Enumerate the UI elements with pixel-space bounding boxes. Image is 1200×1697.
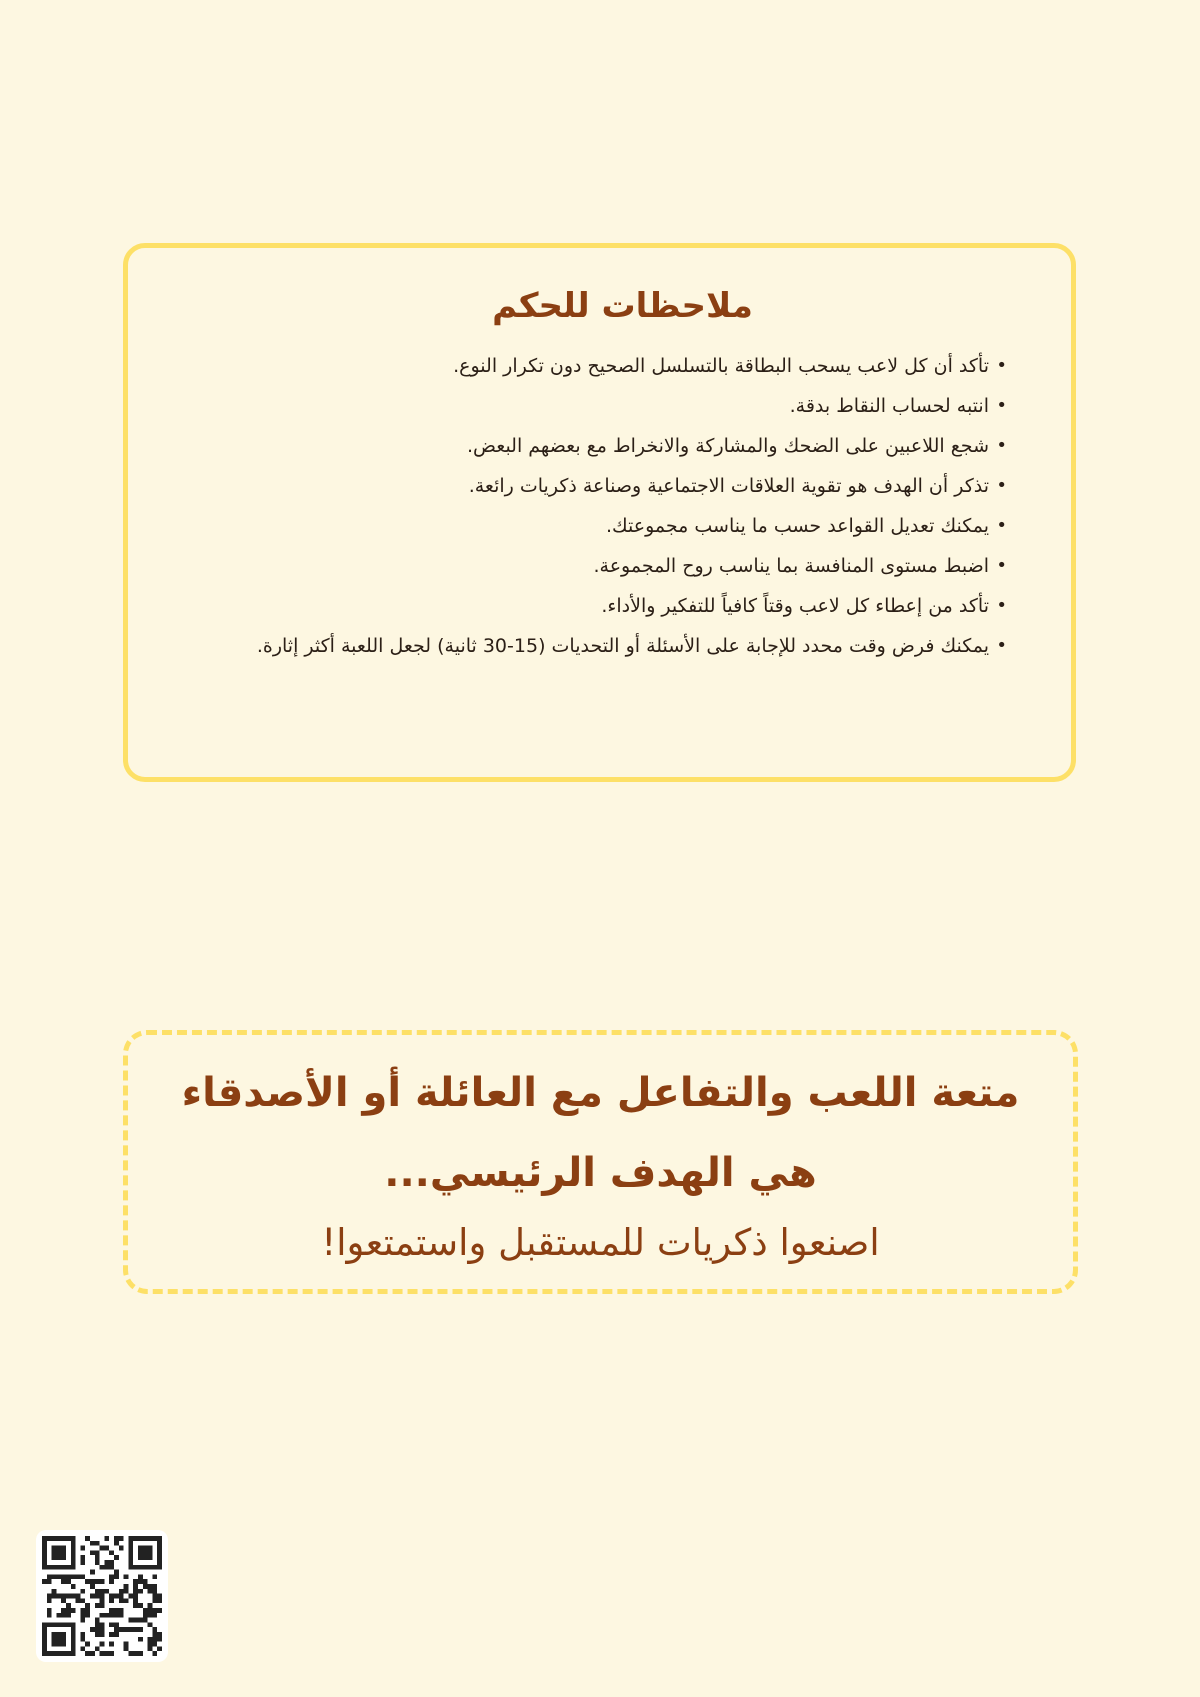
- note-item: • يمكنك فرض وقت محدد للإجابة على الأسئلة أو التحديات (15-30 ثانية) لجعل اللعبة أكثر إثارة.: [198, 626, 1007, 666]
- referee-notes-box: [123, 243, 1076, 782]
- note-item: • يمكنك تعديل القواعد حسب ما يناسب مجموعتك.: [198, 506, 1007, 546]
- note-item: • تذكر أن الهدف هو تقوية العلاقات الاجتماعية وصناعة ذكريات رائعة.: [198, 466, 1007, 506]
- note-item: • تأكد من إعطاء كل لاعب وقتاً كافياً للتفكير والأداء.: [198, 586, 1007, 626]
- notes-list: [198, 346, 1007, 666]
- note-item: • انتبه لحساب النقاط بدقة.: [198, 386, 1007, 426]
- note-item: • شجع اللاعبين على الضحك والمشاركة والانخراط مع بعضهم البعض.: [198, 426, 1007, 466]
- notes-title: ملاحظات للحكم: [492, 286, 753, 326]
- motto-line-3: اصنعوا ذكريات للمستقبل واستمتعوا!: [321, 1221, 880, 1264]
- motto-line-1: متعة اللعب والتفاعل مع العائلة أو الأصدقاء: [181, 1070, 1020, 1116]
- motto-box: [123, 1030, 1078, 1294]
- motto-line-2: هي الهدف الرئيسي...: [384, 1150, 817, 1196]
- note-item: • اضبط مستوى المنافسة بما يناسب روح المجموعة.: [198, 546, 1007, 586]
- qr-code-icon: [42, 1536, 162, 1656]
- note-item: • تأكد أن كل لاعب يسحب البطاقة بالتسلسل الصحيح دون تكرار النوع.: [198, 346, 1007, 386]
- qr-code[interactable]: [36, 1530, 168, 1662]
